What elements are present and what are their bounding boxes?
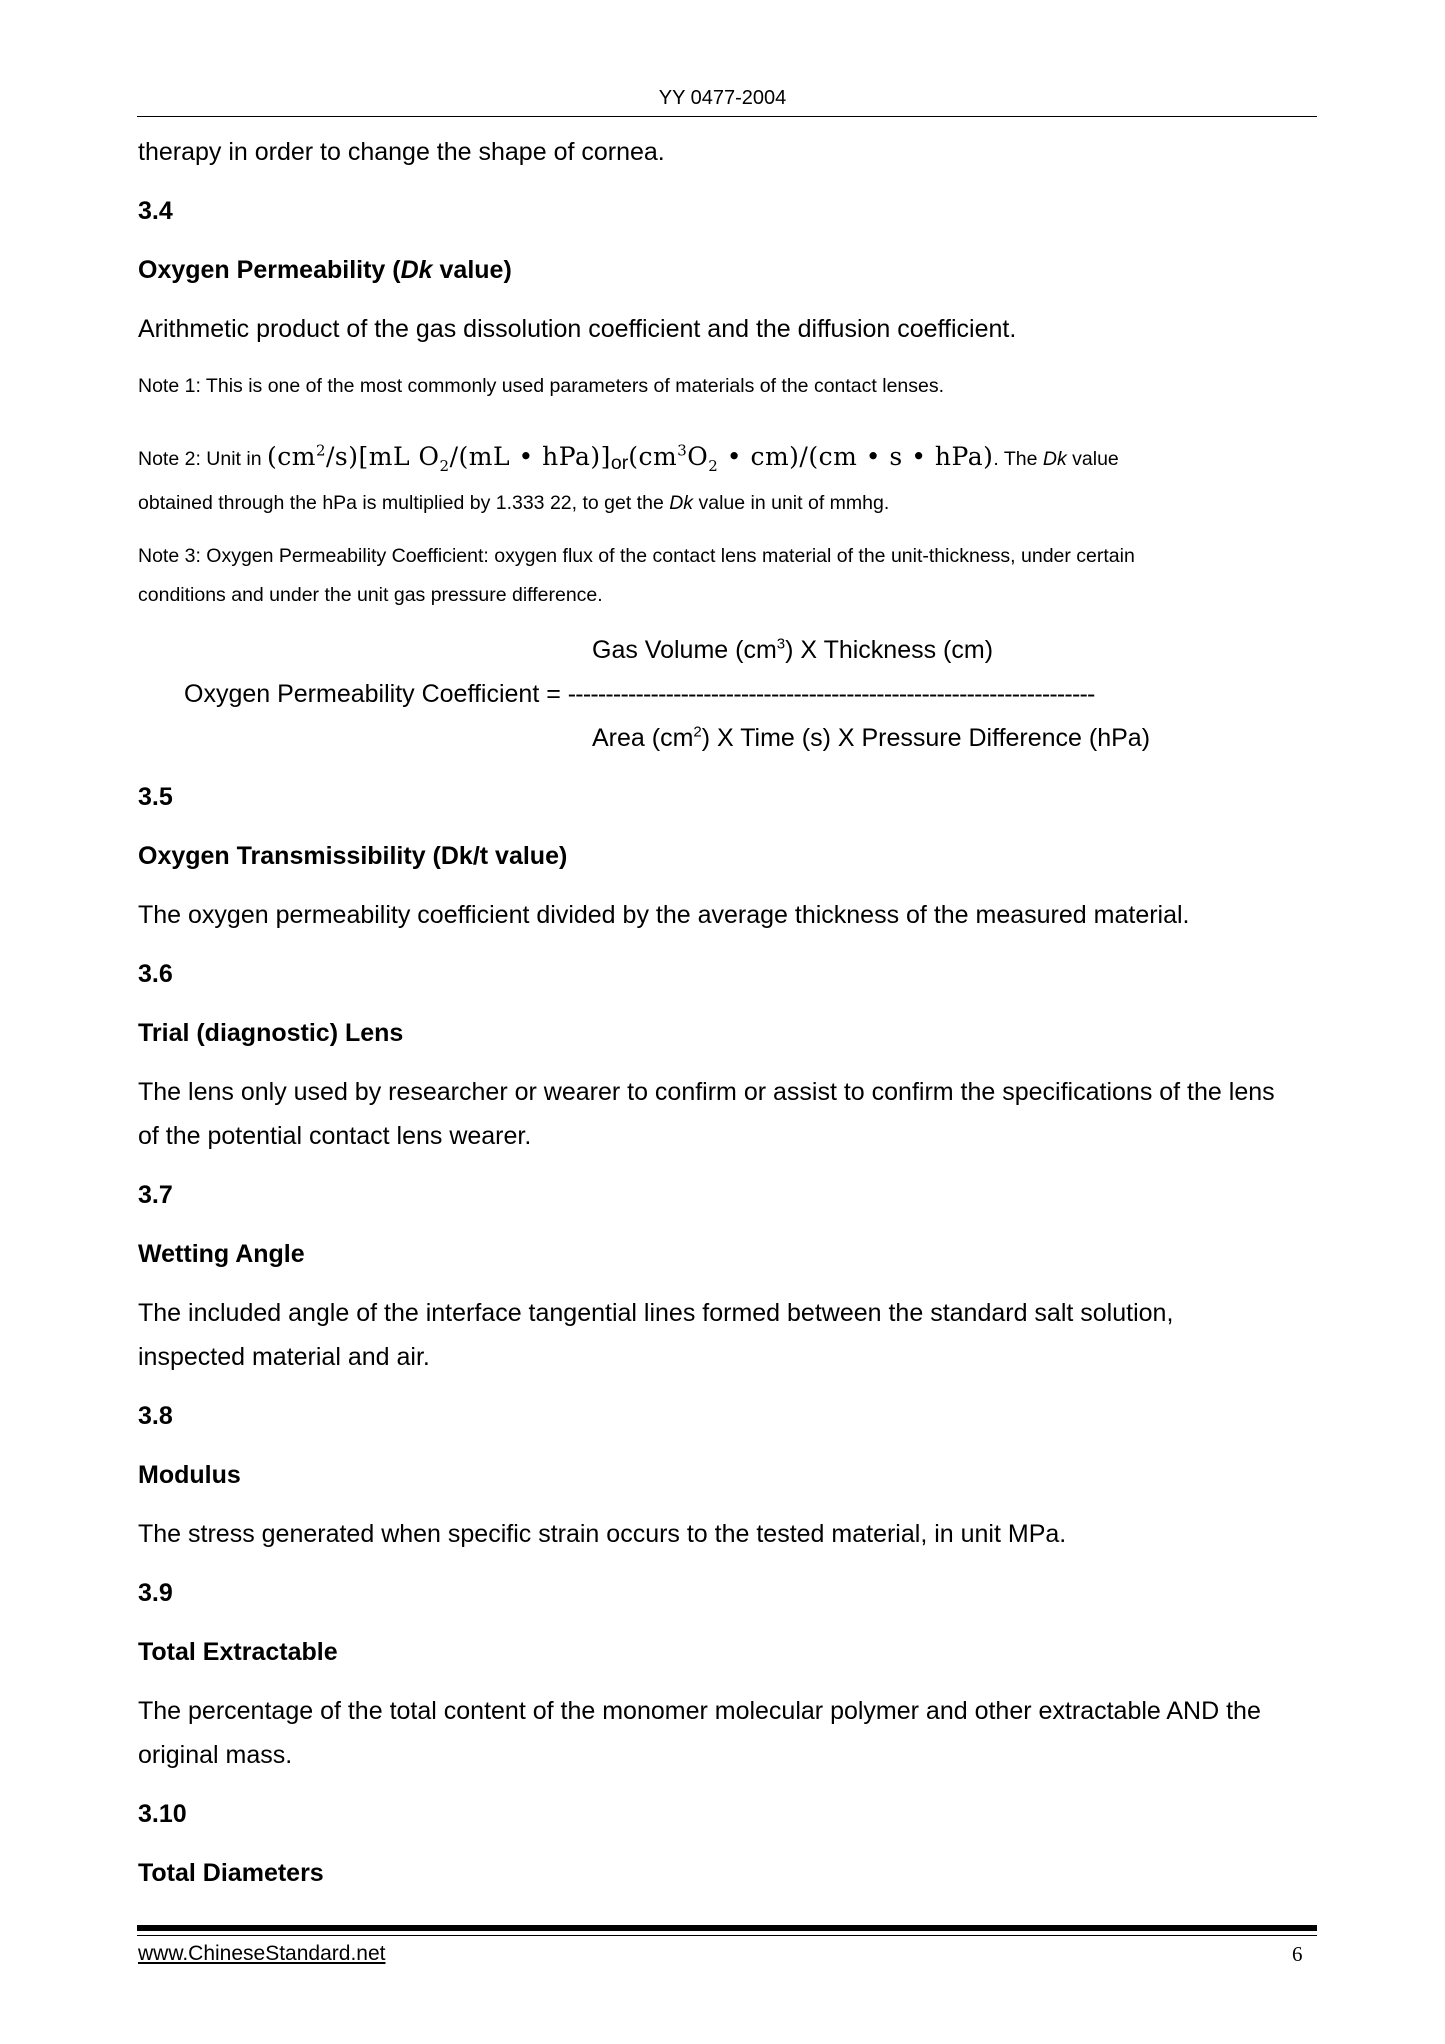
- unit-formula-1: $(cm^2/s)[mL$ $O_2/(mL$ • hPa)]: [266, 441, 611, 475]
- definition-3-6-line-2: of the potential contact lens wearer.: [138, 1122, 532, 1150]
- note-3-line-2: conditions and under the unit gas pressure difference.: [138, 584, 603, 606]
- section-title-3-5: Oxygen Transmissibility (Dk/t value): [138, 842, 568, 870]
- note-3-line-1: Note 3: Oxygen Permeability Coefficient: oxygen flux of the contact lens material of the unit-thickness, under certain: [138, 545, 1135, 567]
- header-divider: [137, 116, 1317, 117]
- footer-divider-thin: [137, 1935, 1317, 1936]
- note-2-line-1: Note 2: Unit in $(cm^2/s)[mL$ $O_2/(mL$ • $hPa)]or(cm^3O_2$ • cm)/(cm • s • hPa). The Dk value: [138, 441, 1119, 475]
- definition-3-9-line-1: The percentage of the total content of the monomer molecular polymer and other extractable AND the: [138, 1697, 1261, 1725]
- unit-formula-2: ($cm^3O_2$ • cm)/(cm • s • hPa): [628, 441, 994, 475]
- formula-denominator: Area $(cm^2)$ X Time (s) X Pressure Difference (hPa): [592, 723, 1151, 752]
- section-title-3-4: Oxygen Permeability (Dk value): [138, 256, 512, 284]
- section-title-3-6: Trial (diagnostic) Lens: [138, 1019, 404, 1047]
- formula-numerator: Gas Volume $(cm^3)$ X Thickness (cm): [592, 635, 994, 664]
- continuation-text: therapy in order to change the shape of cornea.: [138, 138, 665, 166]
- definition-3-6-line-1: The lens only used by researcher or wearer to confirm or assist to confirm the specifications of the lens: [138, 1078, 1275, 1106]
- section-number-3-10: 3.10: [138, 1800, 187, 1828]
- note-2-line-2: obtained through the hPa is multiplied by 1.333 22, to get the Dk value in unit of mmhg.: [138, 492, 890, 514]
- definition-3-5: The oxygen permeability coefficient divided by the average thickness of the measured material.: [138, 901, 1190, 929]
- definition-3-9-line-2: original mass.: [138, 1741, 293, 1769]
- note-1: Note 1: This is one of the most commonly used parameters of materials of the contact lenses.: [138, 375, 945, 397]
- section-title-3-7: Wetting Angle: [138, 1240, 305, 1268]
- section-number-3-7: 3.7: [138, 1181, 173, 1209]
- footer-divider-thick: [137, 1925, 1317, 1931]
- section-number-3-6: 3.6: [138, 960, 173, 988]
- formula-equation-line: Oxygen Permeability Coefficient = ----------------------------------------------------------------------: [184, 680, 1095, 708]
- section-title-3-8: Modulus: [138, 1461, 241, 1489]
- section-title-3-9: Total Extractable: [138, 1638, 338, 1666]
- footer-website-link[interactable]: www.ChineseStandard.net: [138, 1942, 386, 1965]
- section-number-3-4: 3.4: [138, 197, 173, 225]
- section-number-3-5: 3.5: [138, 783, 173, 811]
- section-number-3-9: 3.9: [138, 1579, 173, 1607]
- section-number-3-8: 3.8: [138, 1402, 173, 1430]
- document-id-header: YY 0477-2004: [658, 87, 787, 109]
- definition-3-8: The stress generated when specific strain occurs to the tested material, in unit MPa.: [138, 1520, 1067, 1548]
- definition-3-7-line-2: inspected material and air.: [138, 1343, 430, 1371]
- section-title-3-10: Total Diameters: [138, 1859, 324, 1887]
- definition-3-4: Arithmetic product of the gas dissolution coefficient and the diffusion coefficient.: [138, 315, 1017, 343]
- definition-3-7-line-1: The included angle of the interface tangential lines formed between the standard salt solution,: [138, 1299, 1174, 1327]
- page-number: 6: [1292, 1942, 1303, 1966]
